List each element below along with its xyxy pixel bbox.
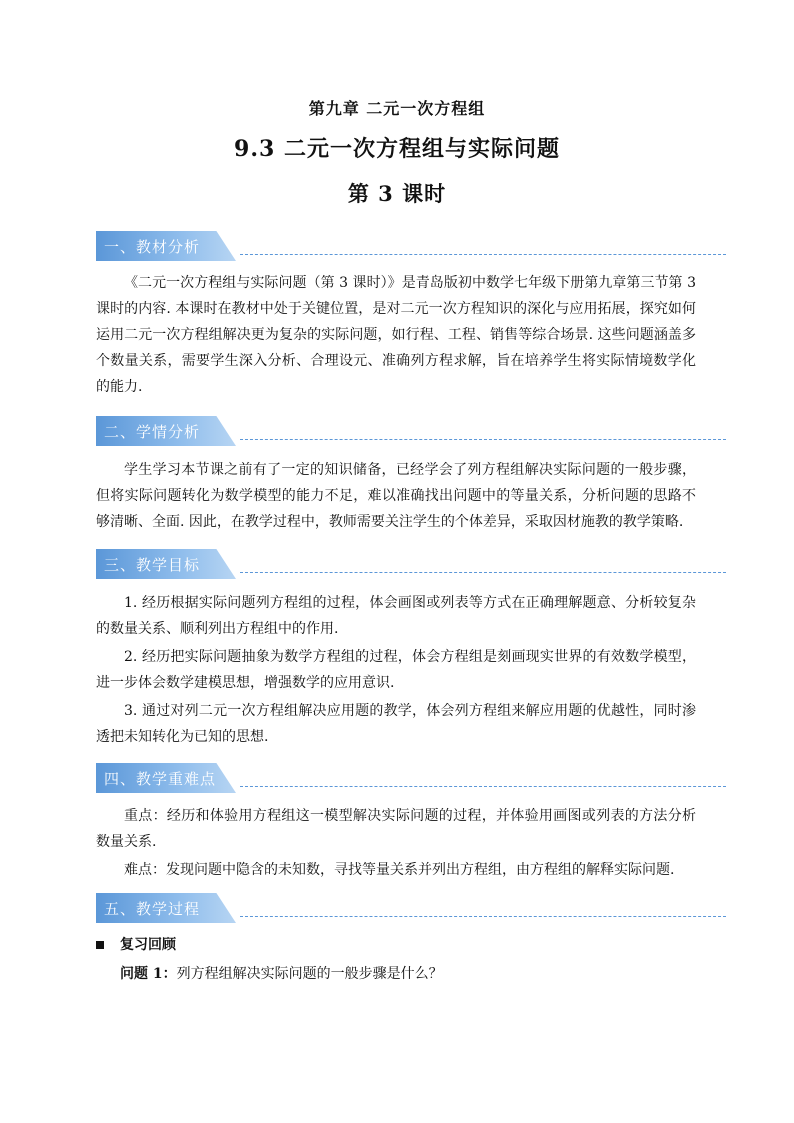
section-header-key-difficulties	[96, 763, 726, 793]
section-header-textbook-analysis	[96, 231, 726, 261]
goal-item: 3. 通过对列二元一次方程组解决应用题的教学，体会列方程组来解应用题的优越性，同时渗透把未知转化为已知的思想.	[96, 703, 696, 745]
dashed-divider	[240, 916, 726, 917]
student-analysis-text: 学生学习本节课之前有了一定的知识储备，已经学会了列方程组解决实际问题的一般步骤，但将实际问题转化为数学模型的能力不足，难以准确找出问题中的等量关系，分析问题的思路不够清晰、全面. 因此，在教学过程中，教师需要关注学生的个体差异，采取因材施教的教学策略.	[96, 462, 696, 530]
section-header-teaching-goals	[96, 549, 726, 579]
goal-item: 1. 经历根据实际问题列方程组的过程，体会画图或列表等方式在正确理解题意、分析较复杂的数量关系、顺利列出方程组中的作用.	[96, 595, 696, 637]
question-text: 列方程组解决实际问题的一般步骤是什么？	[176, 966, 443, 982]
dashed-divider	[240, 254, 726, 255]
key-point-text: 重点：经历和体验用方程组这一模型解决实际问题的过程，并体验用画图或列表的方法分析数量关系.	[96, 808, 696, 850]
lesson-title: 9.3 二元一次方程组与实际问题	[234, 136, 560, 162]
textbook-analysis-text: 《二元一次方程组与实际问题（第 3 课时）》是青岛版初中数学七年级下册第九章第三节第 3 课时的内容. 本课时在教材中处于关键位置，是对二元一次方程知识的深化与应用拓展，探究如何运用二元一次方程组解决更为复杂的实际问题，如行程、工程、销售等综合场景. 这些问题涵盖多个数量关系，需要学生深入分析、合理设元、准确列方程求解，旨在培养学生将实际情境数学化的能力.	[96, 275, 696, 395]
goal-item: 2. 经历把实际问题抽象为数学方程组的过程，体会方程组是刻画现实世界的有效数学模型，进一步体会数学建模思想，增强数学的应用意识.	[96, 649, 696, 691]
square-bullet-icon	[96, 941, 104, 949]
section-label: 四、教学重难点	[104, 770, 217, 788]
question-line	[120, 962, 443, 986]
section-header-teaching-process	[96, 893, 726, 923]
chapter-heading: 第九章 二元一次方程组	[308, 99, 486, 118]
section-header-student-analysis	[96, 416, 726, 446]
section-label: 三、教学目标	[104, 556, 201, 574]
section-label: 二、学情分析	[104, 423, 201, 441]
dashed-divider	[240, 439, 726, 440]
question-label: 问题 1：	[120, 966, 177, 982]
review-heading: 复习回顾	[120, 937, 176, 953]
difficulty-text: 难点：发现问题中隐含的未知数，寻找等量关系并列出方程组，由方程组的解释实际问题.	[124, 862, 675, 878]
section-label: 一、教材分析	[104, 238, 201, 256]
dashed-divider	[240, 572, 726, 573]
dashed-divider	[240, 786, 726, 787]
section-label: 五、教学过程	[104, 900, 201, 918]
lesson-period: 第 3 课时	[347, 181, 447, 206]
